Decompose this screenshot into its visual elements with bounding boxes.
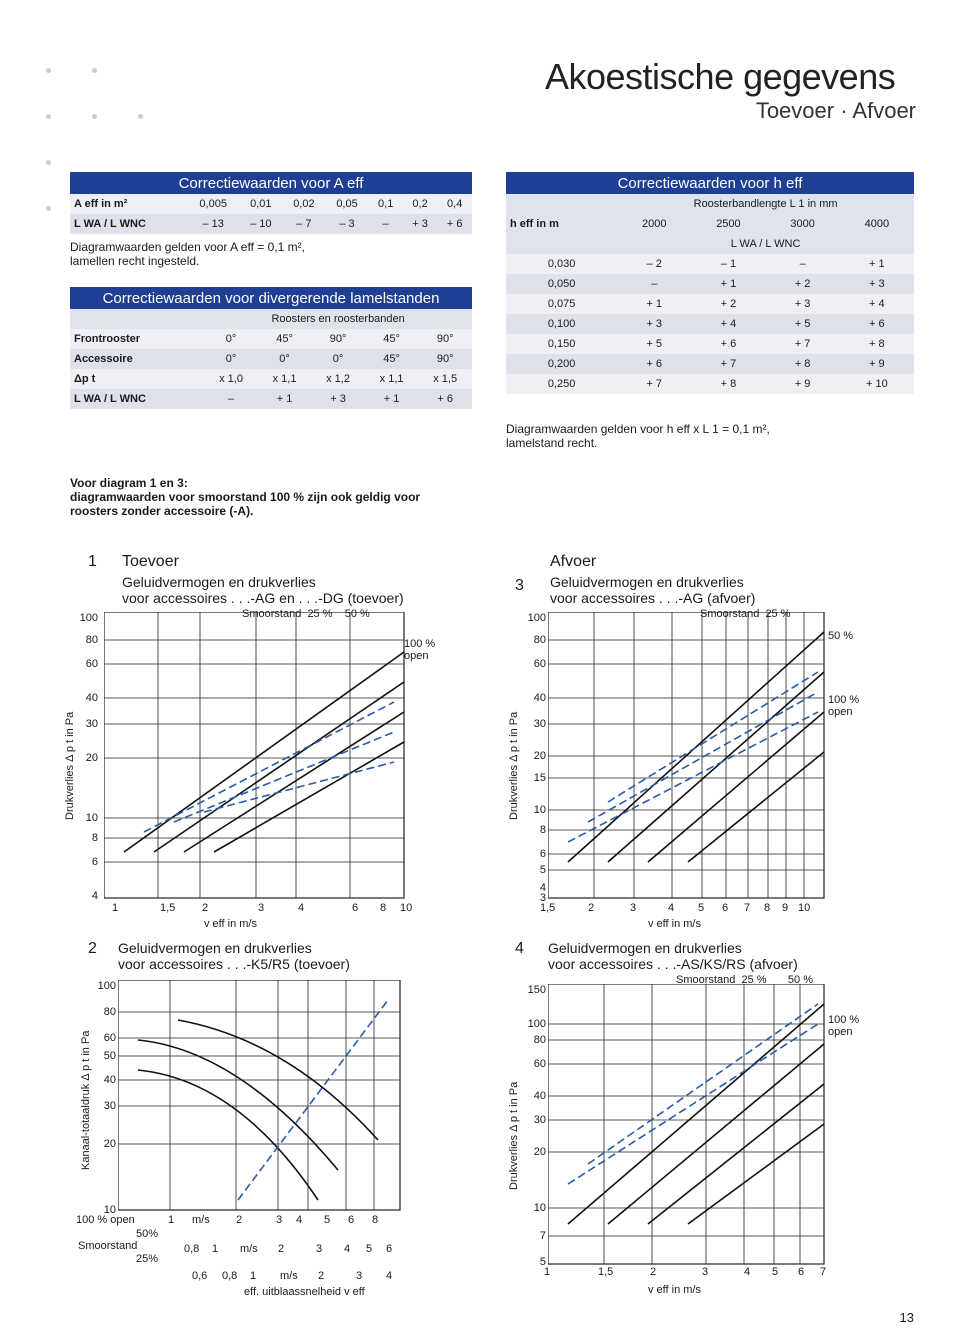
cell: + 1 <box>258 389 312 409</box>
cell: 0° <box>311 349 365 369</box>
diag1-smoorstand: Smoorstand 25 % 50 % <box>242 608 370 620</box>
diag1-plot <box>104 612 414 900</box>
row-label: Δp t <box>70 369 204 389</box>
cell: + 4 <box>840 294 914 314</box>
cell: + 3 <box>840 274 914 294</box>
cell: + 6 <box>840 314 914 334</box>
cell: – <box>369 214 403 234</box>
cell: – <box>204 389 258 409</box>
cell: + 8 <box>691 374 765 394</box>
diag2-x-25: 25% <box>136 1253 159 1265</box>
table-aeff-title: Correctiewaarden voor A eff <box>70 172 472 194</box>
cell: x 1,0 <box>204 369 258 389</box>
cell: 0,075 <box>506 294 617 314</box>
cell: – 3 <box>325 214 368 234</box>
col-header: 2000 <box>617 214 691 234</box>
diag4-line2: voor accessoires . . .-AS/KS/RS (afvoer) <box>548 956 798 972</box>
cell: 0,050 <box>506 274 617 294</box>
note-line: Voor diagram 1 en 3: <box>70 476 188 490</box>
row-label: L WA / L WNC <box>70 389 204 409</box>
diag1-number: 1 <box>88 553 97 570</box>
cell: 0,1 <box>369 194 403 214</box>
cell: + 4 <box>691 314 765 334</box>
diag2-number: 2 <box>88 940 97 957</box>
page-title: Akoestische gegevens <box>545 56 896 97</box>
cell: 90° <box>311 329 365 349</box>
cell: – <box>617 274 691 294</box>
cell: + 8 <box>840 334 914 354</box>
note-aeff <box>70 240 305 268</box>
diag1-open-label: 100 % open <box>404 638 436 662</box>
diag2-line2: voor accessoires . . .-K5/R5 (toevoer) <box>118 956 350 972</box>
table-heff <box>506 172 914 394</box>
cell: + 6 <box>437 214 472 234</box>
diag3-xlabel: v eff in m/s <box>648 918 701 930</box>
cell: 0° <box>258 349 312 369</box>
cell: x 1,5 <box>418 369 472 389</box>
page-subtitle: Toevoer · Afvoer <box>755 98 916 123</box>
note-diagram <box>70 476 420 518</box>
cell: 90° <box>418 349 472 369</box>
cell: 45° <box>365 349 419 369</box>
cell: – 7 <box>282 214 325 234</box>
diag4-ylabel: Drukverlies Δ p t in Pa <box>508 1081 520 1190</box>
cell: – 2 <box>617 254 691 274</box>
diag3-open-label: 100 % open <box>828 694 860 718</box>
diag4-line1: Geluidvermogen en drukverlies <box>548 940 742 956</box>
col-label: h eff in m <box>506 214 617 234</box>
diag4-smoorstand: Smoorstand 25 % 50 % <box>676 974 813 986</box>
cell: x 1,2 <box>311 369 365 389</box>
diag1-line1: Geluidvermogen en drukverlies <box>122 574 316 590</box>
table-heff-title: Correctiewaarden voor h eff <box>506 172 914 194</box>
cell: 0,100 <box>506 314 617 334</box>
col-header: 4000 <box>840 214 914 234</box>
cell: + 1 <box>617 294 691 314</box>
row-label: L WA / L WNC <box>70 214 187 234</box>
diag3-p50: 50 % <box>828 630 854 642</box>
table-divergerend <box>70 287 472 409</box>
cell: x 1,1 <box>258 369 312 389</box>
cell: + 5 <box>766 314 840 334</box>
cell: – <box>766 254 840 274</box>
diag2-x-smoor: Smoorstand <box>78 1240 138 1252</box>
col-header: 3000 <box>766 214 840 234</box>
note-line: Diagramwaarden gelden voor A eff = 0,1 m², <box>70 240 305 254</box>
diag3-smoorstand: Smoorstand 25 % <box>700 608 791 620</box>
note-line: lamellen recht ingesteld. <box>70 254 200 268</box>
cell: + 5 <box>617 334 691 354</box>
cell: + 8 <box>766 354 840 374</box>
cell: + 1 <box>840 254 914 274</box>
cell: 0,05 <box>325 194 368 214</box>
diag1-xlabel: v eff in m/s <box>204 918 257 930</box>
diag3-number: 3 <box>515 577 524 594</box>
diag1-line2: voor accessoires . . .-AG en . . .-DG (toevoer) <box>122 590 404 606</box>
diag4-open-label: 100 % open <box>828 1014 860 1038</box>
diag2-ylabel: Kanaal-totaaldruk Δ p t in Pa <box>80 1030 92 1170</box>
diag2-x-50: 50% <box>136 1228 159 1240</box>
diag4-xlabel: v eff in m/s <box>648 1284 701 1296</box>
diag2-xlabel: eff. uitblaassnelheid v eff <box>244 1286 365 1298</box>
cell: 0° <box>204 329 258 349</box>
diag3-line1: Geluidvermogen en drukverlies <box>550 574 744 590</box>
cell: + 3 <box>403 214 438 234</box>
cell: 0,02 <box>282 194 325 214</box>
cell: – 1 <box>691 254 765 274</box>
cell: + 10 <box>840 374 914 394</box>
table-div-sub: Roosters en roosterbanden <box>204 309 472 329</box>
diag2-x-open: 100 % open <box>76 1214 135 1226</box>
cell: – 10 <box>239 214 282 234</box>
cell: + 2 <box>691 294 765 314</box>
diag1-heading: Toevoer <box>122 553 179 570</box>
cell: + 2 <box>766 274 840 294</box>
diag4-plot <box>548 984 828 1266</box>
diag3-line2: voor accessoires . . .-AG (afvoer) <box>550 590 756 606</box>
cell: 0,005 <box>187 194 239 214</box>
diag1-ylabel: Drukverlies Δ p t in Pa <box>64 711 76 820</box>
cell: 90° <box>418 329 472 349</box>
col-header: 2500 <box>691 214 765 234</box>
cell: + 3 <box>311 389 365 409</box>
cell: 45° <box>258 329 312 349</box>
cell: + 3 <box>766 294 840 314</box>
cell: – 13 <box>187 214 239 234</box>
diag2-plot <box>118 980 404 1212</box>
cell: 0,4 <box>437 194 472 214</box>
table-aeff <box>70 172 472 234</box>
cell: + 7 <box>691 354 765 374</box>
page-number: 13 <box>899 1310 914 1325</box>
cell: 0,150 <box>506 334 617 354</box>
cell: 0,200 <box>506 354 617 374</box>
cell: 0,2 <box>403 194 438 214</box>
cell: + 9 <box>840 354 914 374</box>
diag3-ylabel: Drukverlies Δ p t in Pa <box>508 711 520 820</box>
table-div-title: Correctiewaarden voor divergerende lamelstanden <box>70 287 472 309</box>
cell: + 3 <box>617 314 691 334</box>
cell: + 6 <box>617 354 691 374</box>
unit-label: L WA / L WNC <box>617 234 914 254</box>
cell: + 1 <box>691 274 765 294</box>
cell: + 1 <box>365 389 419 409</box>
cell: + 9 <box>766 374 840 394</box>
diag4-number: 4 <box>515 940 524 957</box>
cell: + 7 <box>617 374 691 394</box>
note-heff <box>506 422 770 450</box>
cell: 0,250 <box>506 374 617 394</box>
row-label: Frontrooster <box>70 329 204 349</box>
cell: + 7 <box>766 334 840 354</box>
table-heff-sub: Roosterbandlengte L 1 in mm <box>617 194 914 214</box>
cell: x 1,1 <box>365 369 419 389</box>
diag3-heading: Afvoer <box>550 553 597 570</box>
cell: + 6 <box>418 389 472 409</box>
diag2-line1: Geluidvermogen en drukverlies <box>118 940 312 956</box>
note-line: Diagramwaarden gelden voor h eff x L 1 = 0,1 m², <box>506 422 770 436</box>
note-line: diagramwaarden voor smoorstand 100 % zijn ook geldig voor <box>70 490 421 504</box>
note-line: lamelstand recht. <box>506 436 598 450</box>
note-line: roosters zonder accessoire (-A). <box>70 504 254 518</box>
cell: 0,01 <box>239 194 282 214</box>
row-label: A eff in m² <box>70 194 187 214</box>
cell: 0° <box>204 349 258 369</box>
cell: 0,030 <box>506 254 617 274</box>
row-label: Accessoire <box>70 349 204 369</box>
cell: 45° <box>365 329 419 349</box>
cell: + 6 <box>691 334 765 354</box>
diag3-plot <box>548 612 830 900</box>
